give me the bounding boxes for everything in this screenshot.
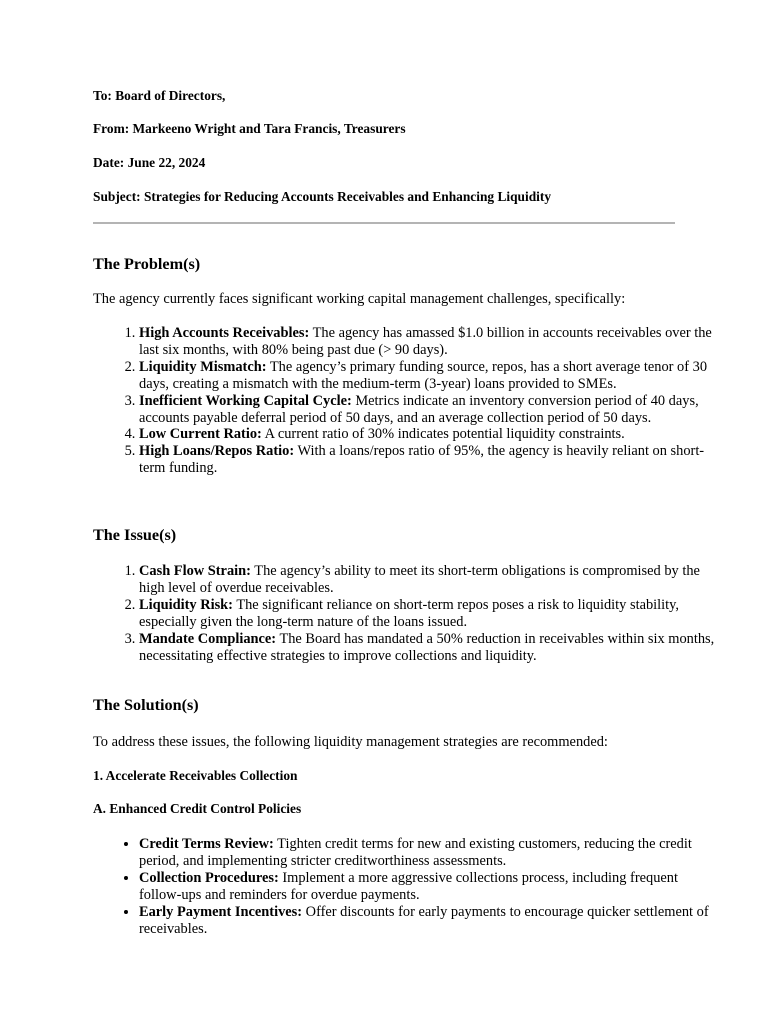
list-item-text: The Board has mandated a 50% reduction in receivables within six months, necessitating effective strategies to improve collections and liquidity. [139, 630, 715, 664]
list-item-text: Metrics indicate an inventory conversion period of 40 days, accounts payable deferral period of 50 days, and an average collection period of 50 days. [139, 392, 699, 426]
problem-heading: The Problem(s) [93, 255, 201, 273]
problem-list [93, 325, 723, 477]
list-item [139, 631, 723, 665]
problem-intro: The agency currently faces significant working capital management challenges, specifically: [93, 291, 626, 307]
list-item-label: High Loans/Repos Ratio: [139, 443, 295, 460]
list-item-text: The agency’s ability to meet its short-term obligations is compromised by the high level of overdue receivables. [139, 563, 700, 596]
memo-subject: Subject: Strategies for Reducing Accounts Receivables and Enhancing Liquidity [93, 189, 552, 204]
list-item-label: High Accounts Receivables: [139, 325, 310, 341]
list-item-text: The agency’s primary funding source, repos, has a short average tenor of 30 days, creating a mismatch with the medium-term (3-year) loans provided to SMEs. [139, 358, 708, 392]
solution-heading: The Solution(s) [93, 696, 199, 714]
list-item [139, 563, 723, 597]
list-item-label: Inefficient Working Capital Cycle: [139, 392, 352, 409]
solution-bullet-list [93, 836, 723, 937]
list-item-text: With a loans/repos ratio of 95%, the agency is heavily reliant on short-term funding. [139, 443, 705, 477]
list-item-text: The agency has amassed $1.0 billion in accounts receivables over the last six months, with 80% being past due (> 90 days). [139, 325, 712, 358]
list-item-text: Implement a more aggressive collections process, including frequent follow-ups and reminders for overdue payments. [139, 869, 678, 903]
list-item [139, 904, 723, 938]
list-item-label: Low Current Ratio: [139, 426, 262, 443]
horizontal-divider [93, 222, 675, 224]
section-heading-1: 1. Accelerate Receivables Collection [93, 768, 298, 783]
list-item [139, 393, 723, 427]
list-item [139, 359, 723, 393]
memo-from: From: Markeeno Wright and Tara Francis, Treasurers [93, 121, 406, 136]
list-item-text: Offer discounts for early payments to encourage quicker settlement of receivables. [139, 903, 709, 937]
list-item-label: Collection Procedures: [139, 869, 279, 886]
list-item-label: Early Payment Incentives: [139, 903, 303, 920]
list-item [139, 325, 723, 359]
list-item-label: Credit Terms Review: [139, 836, 274, 852]
list-item [139, 597, 723, 631]
issue-heading: The Issue(s) [93, 526, 177, 544]
list-item [139, 836, 723, 870]
memo-date: Date: June 22, 2024 [93, 155, 206, 170]
list-item [139, 443, 723, 477]
list-item-label: Cash Flow Strain: [139, 563, 251, 579]
list-item [139, 870, 723, 904]
solution-intro: To address these issues, the following liquidity management strategies are recommended: [93, 734, 608, 750]
issue-list [93, 563, 723, 664]
list-item-label: Mandate Compliance: [139, 630, 277, 647]
list-item-text: A current ratio of 30% indicates potential liquidity constraints. [261, 426, 625, 443]
list-item-label: Liquidity Risk: [139, 596, 233, 613]
list-item-text: Tighten credit terms for new and existing customers, reducing the credit period, and implementing stricter creditworthiness assessments. [139, 836, 692, 869]
list-item [139, 426, 723, 443]
memo-to: To: Board of Directors, [93, 88, 226, 103]
section-heading-a: A. Enhanced Credit Control Policies [93, 801, 302, 816]
list-item-text: The significant reliance on short-term repos poses a risk to liquidity stability, especially given the long-term nature of the loans issued. [139, 596, 680, 630]
list-item-label: Liquidity Mismatch: [139, 358, 267, 375]
